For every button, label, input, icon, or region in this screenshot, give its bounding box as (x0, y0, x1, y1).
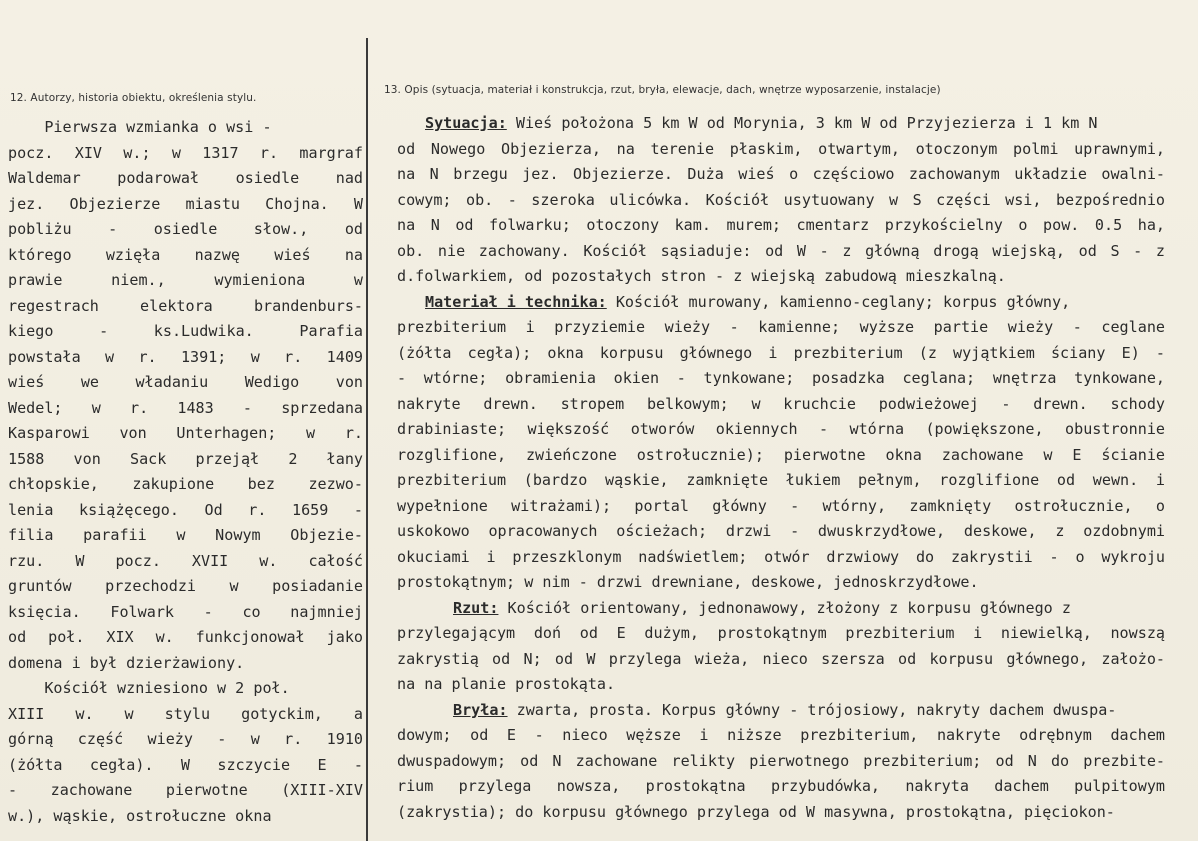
text-line: Pierwsza wzmianka o wsi - (8, 118, 272, 136)
text-line: chłopskie, zakupione bez zezwo- (8, 475, 363, 493)
text-line: na na planie prostokąta. (397, 675, 616, 693)
text-line: Wedel; w r. 1483 - sprzedana (8, 398, 363, 417)
section-first-line (397, 290, 1165, 316)
section-text: Kościół murowany, kamienno-ceglany; korpus główny, (606, 292, 1071, 311)
text-line: (zakrystia); do korpusu głównego przylega od W masywna, prostokątna, pięciokon- (397, 802, 1115, 821)
text-line: (żółta cegła); okna korpusu głównego i prezbiterium (z wyjątkiem ściany E) - (397, 343, 1165, 362)
text-line: Waldemar podarował osiedle nad (8, 169, 363, 187)
text-line: dowym; od E - nieco węższe i niższe prezbiterium, nakryte odrębnym dachem (397, 726, 1165, 744)
right-column-header: 13. Opis (sytuacja, materiał i konstrukcja, rzut, bryła, elewacje, dach, wnętrze wyposarzenie, instalacje) (384, 84, 941, 96)
text-line: drabiniaste; większość otworów okiennych - wtórna (powiększone, obustronnie (397, 420, 1165, 438)
text-line: nakryte drewn. stropem belkowym; w kruchcie podwieżowej - drewn. schody (397, 394, 1165, 413)
text-line: górną część wieży - w r. 1910 (8, 730, 363, 748)
text-line: na N brzegu jez. Objezierze. Duża wieś o częściowo zachowanym układzie owalni- (397, 165, 1165, 183)
text-line: rozglifione, zwieńczone ostrołucznie); pierwotne okna zachowane w E ścianie (397, 445, 1165, 464)
description-text-column (397, 111, 1165, 825)
section-first-line (397, 698, 1165, 724)
section-first-line (397, 111, 1165, 137)
section-text: Kościół orientowany, jednonawowy, złożony z korpusu głównego z (498, 598, 1071, 617)
text-line: regestrach elektora brandenburs- (8, 296, 363, 315)
text-line: - wtórne; obramienia okien - tynkowane; posadzka ceglana; wnętrza tynkowane, (397, 369, 1165, 387)
text-line: od poł. XIX w. funkcjonował jako (8, 628, 363, 646)
text-line: prezbiterium i przyziemie wieży - kamienne; wyższe partie wieży - ceglane (397, 318, 1165, 336)
text-line: gruntów przechodzi w posiadanie (8, 577, 363, 595)
history-text-column (8, 115, 363, 829)
text-line: pocz. XIV w.; w 1317 r. margraf (8, 143, 363, 162)
text-line: prezbiterium (bardzo wąskie, zamknięte łukiem pełnym, rozglifione od wewn. i (397, 471, 1165, 489)
text-line: ob. nie zachowany. Kościół sąsiaduje: od W - z główną drogą wiejską, od S - z (397, 241, 1165, 260)
left-column-header: 12. Autorzy, historia obiektu, określenia stylu. (10, 92, 257, 104)
text-line: Kasparowi von Unterhagen; w r. (8, 424, 363, 442)
text-line: d.folwarkiem, od pozostałych stron - z wiejską zabudową mieszkalną. (397, 267, 1006, 285)
text-line: kiego - ks.Ludwika. Parafia (8, 322, 363, 340)
text-line: wypełnione witrażami); portal główny - wtórny, zamknięty ostrołucznie, o (397, 496, 1165, 515)
text-line: przylegającym doń od E dużym, prostokątnym prezbiterium i niewielką, nowszą (397, 624, 1165, 642)
text-line: uskokowo opracowanych ościeżach; drzwi - dwuskrzydłowe, deskowe, z ozdobnymi (397, 522, 1165, 540)
text-line: XIII w. w stylu gotyckim, a (8, 704, 363, 723)
text-line: filia parafii w Nowym Objezie- (8, 526, 363, 544)
text-line: Kościół wzniesiono w 2 poł. (8, 679, 290, 697)
section-first-line (397, 596, 1165, 622)
section-heading: Bryła: (453, 700, 508, 719)
text-line: dwuspadowym; od N zachowane relikty pierwotnego prezbiterium; od N do prezbite- (397, 751, 1165, 770)
text-line: prostokątnym; w nim - drzwi drewniane, deskowe, jednoskrzydłowe. (397, 573, 979, 591)
text-line: w.), wąskie, ostrołuczne okna (8, 806, 272, 825)
text-line: domena i był dzierżawiony. (8, 653, 245, 672)
section-heading: Sytuacja: (425, 114, 507, 132)
text-line: - zachowane pierwotne (XIII-XIV (8, 781, 363, 799)
text-line: zakrystią od N; od W przylega wieża, nieco szersza od korpusu głównego, założo- (397, 649, 1165, 668)
text-line: jez. Objezierze miastu Chojna. W (8, 194, 363, 213)
text-line: (żółta cegła). W szczycie E - (8, 755, 363, 774)
text-line: lenia książęcego. Od r. 1659 - (8, 500, 363, 519)
text-line: na N od folwarku; otoczony kam. murem; cmentarz przykościelny o pow. 0.5 ha, (397, 216, 1165, 234)
column-divider (366, 38, 368, 841)
text-line: cowym; ob. - szeroka ulicówka. Kościół usytuowany w S części wsi, bezpośrednio (397, 190, 1165, 209)
section-text: zwarta, prosta. Korpus główny - trójosiowy, nakryty dachem dwuspa- (507, 700, 1117, 719)
text-line: prawie niem., wymieniona w (8, 271, 363, 289)
text-line: księcia. Folwark - co najmniej (8, 602, 363, 621)
text-line: 1588 von Sack przejął 2 łany (8, 449, 363, 468)
text-line: okuciami i przeszklonym nadświetlem; otwór drzwiowy do zakrystii - o wykroju (397, 547, 1165, 566)
section-heading: Materiał i technika: (425, 292, 607, 311)
text-line: od Nowego Objezierza, na terenie płaskim, otwartym, otoczonym polmi uprawnymi, (397, 139, 1165, 158)
text-line: powstała w r. 1391; w r. 1409 (8, 347, 363, 366)
section-text: Wieś położona 5 km W od Morynia, 3 km W od Przyjezierza i 1 km N (506, 114, 1098, 132)
section-heading: Rzut: (453, 598, 499, 617)
text-line: rzu. W pocz. XVII w. całość (8, 551, 363, 570)
text-line: pobliżu - osiedle słow., od (8, 220, 363, 238)
text-line: którego wzięła nazwę wieś na (8, 245, 363, 264)
text-line: rium przylega nowsza, prostokątna przybudówka, nakryta dachem pulpitowym (397, 777, 1165, 795)
text-line: wieś we władaniu Wedigo von (8, 373, 363, 391)
